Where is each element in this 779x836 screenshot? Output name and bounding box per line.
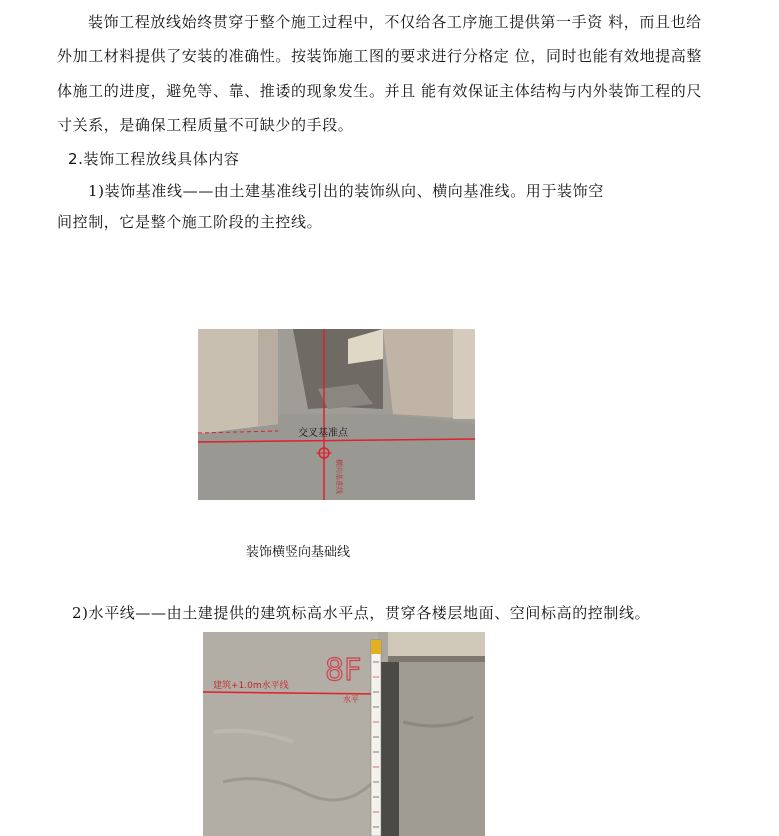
level-line-label: 建筑+1.0m水平线 [213,681,289,691]
vertical-line-label: 横向基准线 [335,459,343,494]
floor-mark: 8F [325,653,362,688]
cross-point-label: 交叉基准点 [298,428,348,439]
photo-baseline-corridor [198,329,475,500]
item1-line-2: 间控制，它是整个施工阶段的主控线。 [57,213,323,231]
small-mark: 水平 [343,695,359,704]
item2-line: 2)水平线——由土建提供的建筑标高水平点，贯穿各楼层地面、空间标高的控制线。 [72,604,651,622]
photo-level-line-wall [203,632,485,836]
item1-line-1: 1)装饰基准线——由土建基准线引出的装饰纵向、横向基准线。用于装饰空 [88,182,604,200]
paragraph-line-1: 装饰工程放线始终贯穿于整个施工过程中，不仅给各工序施工提供第一手资 料，而且也给 [88,13,702,31]
paragraph-line-2: 外加工材料提供了安装的准确性。按装饰施工图的要求进行分格定 位，同时也能有效地提高整 [57,47,702,65]
paragraph-line-3: 体施工的进度，避免等、靠、推诿的现象发生。并且 能有效保证主体结构与内外装饰工程的尺 [57,82,702,100]
section-heading: 2.装饰工程放线具体内容 [68,150,240,168]
paragraph-line-4: 寸关系，是确保工程质量不可缺少的手段。 [57,116,354,134]
photo1-caption: 装饰横竖向基础线 [246,545,351,560]
